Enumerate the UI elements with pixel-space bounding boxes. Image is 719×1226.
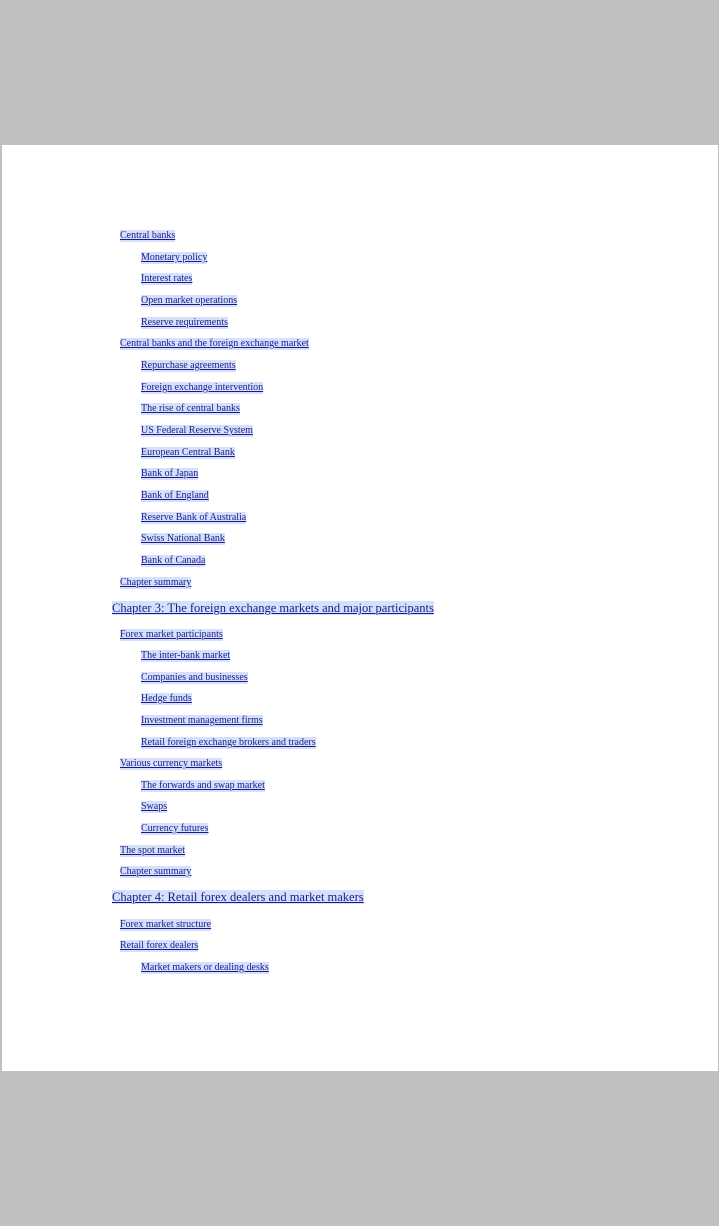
toc-chapter-link[interactable]: Chapter 3: The foreign exchange markets and major participants bbox=[112, 601, 434, 615]
toc-entry-link[interactable]: US Federal Reserve System bbox=[141, 425, 253, 436]
toc-entry-link[interactable]: Chapter summary bbox=[120, 577, 192, 588]
toc-entry-link[interactable]: Companies and businesses bbox=[141, 672, 248, 683]
toc-entry-link[interactable]: Retail forex dealers bbox=[120, 940, 199, 951]
toc-entry-link[interactable]: Forex market participants bbox=[120, 629, 223, 640]
toc-entry-link[interactable]: Forex market structure bbox=[120, 919, 212, 930]
toc-entry-link[interactable]: Swaps bbox=[141, 801, 168, 812]
toc-entry-link[interactable]: Foreign exchange intervention bbox=[141, 382, 264, 393]
toc-entry-link[interactable]: Chapter summary bbox=[120, 866, 192, 877]
toc-entry-link[interactable]: Interest rates bbox=[141, 273, 193, 284]
toc-entry-link[interactable]: European Central Bank bbox=[141, 447, 235, 458]
toc-entry-link[interactable]: The rise of central banks bbox=[141, 403, 240, 414]
toc-entry-link[interactable]: Various currency markets bbox=[120, 758, 223, 769]
toc-entry-link[interactable]: Swiss National Bank bbox=[141, 533, 225, 544]
toc-entry-link[interactable]: Market makers or dealing desks bbox=[141, 962, 269, 973]
toc-entry-link[interactable]: Central banks and the foreign exchange market bbox=[120, 338, 309, 349]
toc-entry-link[interactable]: The inter-bank market bbox=[141, 650, 231, 661]
toc-entry-link[interactable]: Open market operations bbox=[141, 295, 238, 306]
toc-entry-link[interactable]: Monetary policy bbox=[141, 252, 208, 263]
document-page bbox=[2, 145, 718, 1071]
toc-entry-link[interactable]: Currency futures bbox=[141, 823, 209, 834]
toc-entry-link[interactable]: Retail foreign exchange brokers and traders bbox=[141, 737, 316, 748]
toc-entry-link[interactable]: Bank of Japan bbox=[141, 468, 199, 479]
toc-entry-link[interactable]: Bank of England bbox=[141, 490, 209, 501]
toc-entry-link[interactable]: Investment management firms bbox=[141, 715, 263, 726]
toc-entry-link[interactable]: Bank of Canada bbox=[141, 555, 206, 566]
toc-entry-link[interactable]: Repurchase agreements bbox=[141, 360, 236, 371]
toc-entry-link[interactable]: Reserve requirements bbox=[141, 317, 228, 328]
toc-entry-link[interactable]: Reserve Bank of Australia bbox=[141, 512, 247, 523]
table-of-contents bbox=[2, 145, 718, 1071]
toc-entry-link[interactable]: Central banks bbox=[120, 230, 176, 241]
toc-entry-link[interactable]: The forwards and swap market bbox=[141, 780, 265, 791]
toc-entry-link[interactable]: The spot market bbox=[120, 845, 185, 856]
toc-chapter-link[interactable]: Chapter 4: Retail forex dealers and market makers bbox=[112, 890, 364, 904]
toc-entry-link[interactable]: Hedge funds bbox=[141, 693, 192, 704]
